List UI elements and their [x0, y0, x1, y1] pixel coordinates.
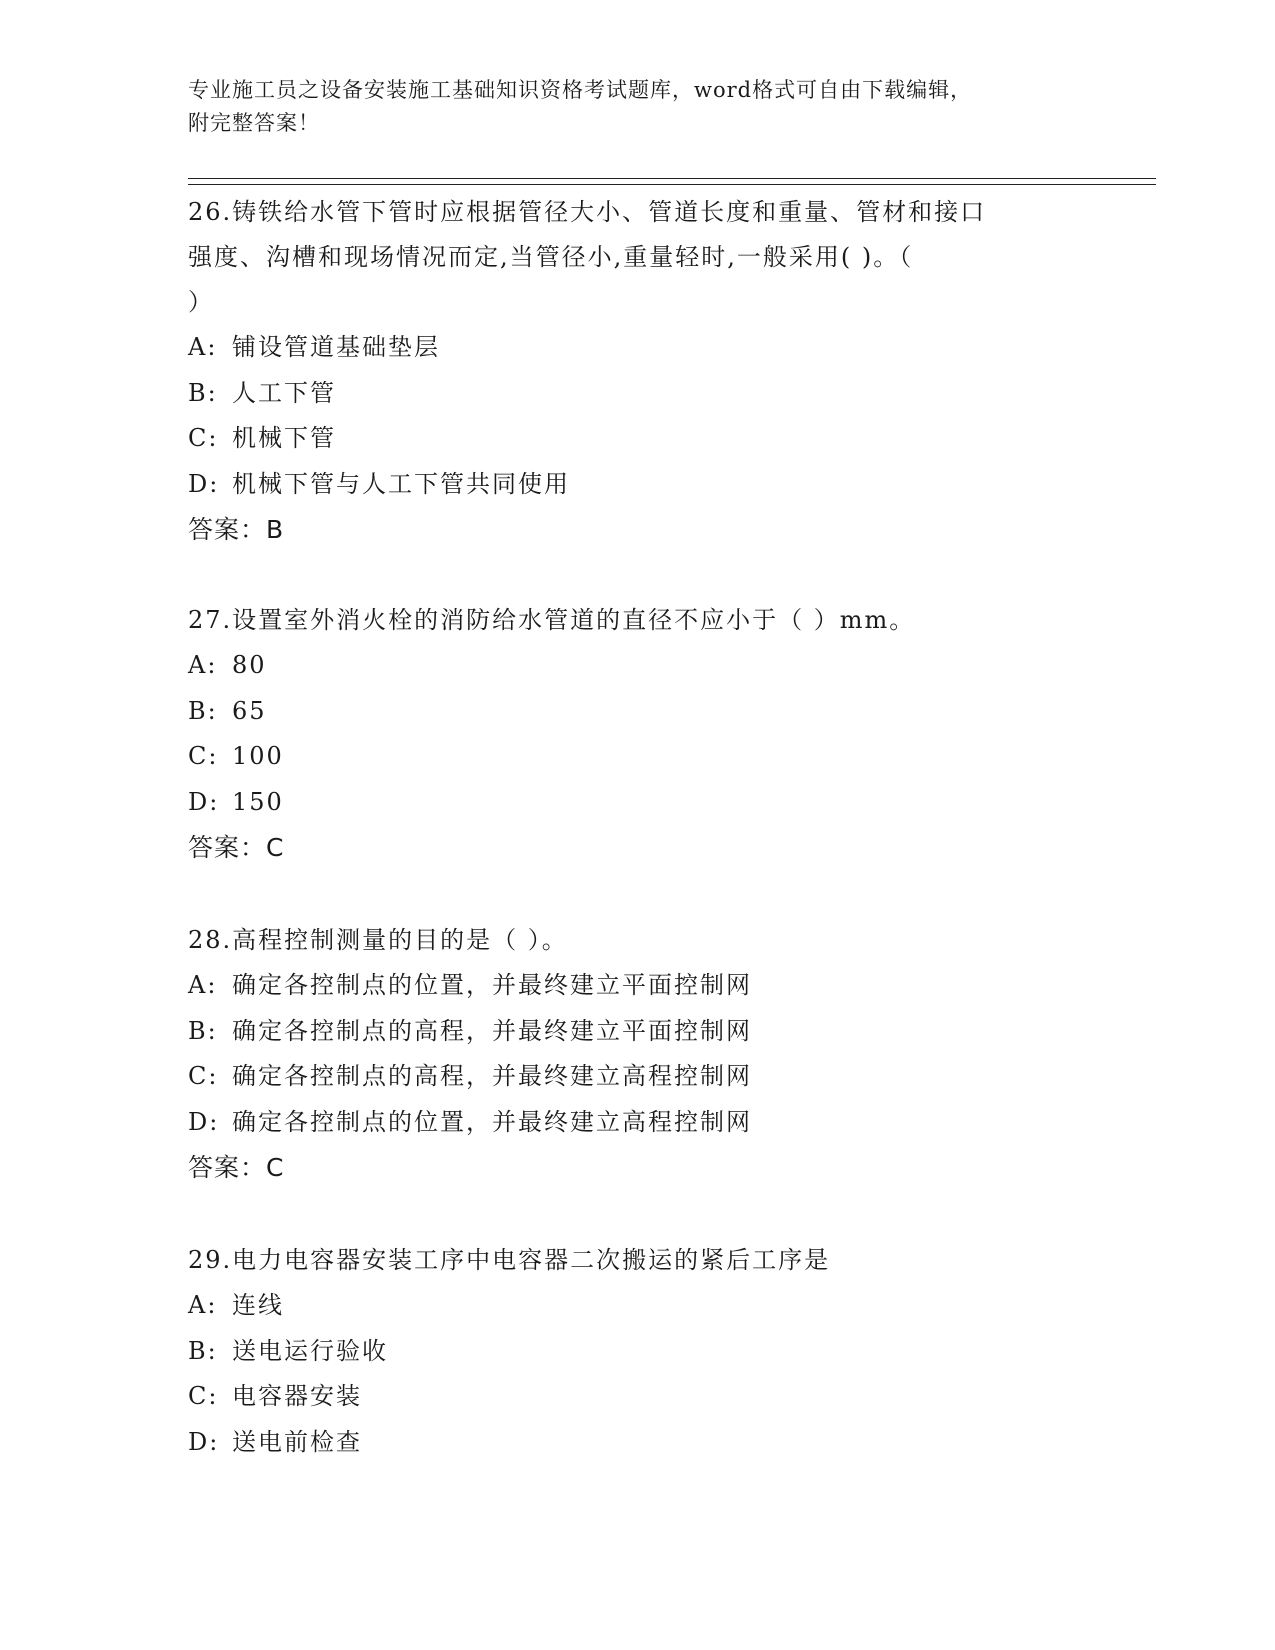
option-d [188, 1420, 1088, 1466]
question-stem-line: 29.电力电容器安装工序中电容器二次搬运的紧后工序是 [188, 1246, 831, 1274]
option-letter: A: [188, 1291, 218, 1319]
option-letter: C: [188, 424, 219, 452]
header-divider-top [188, 178, 1156, 179]
option-text: 送电前检查 [232, 1427, 362, 1456]
option-text: 电容器安装 [232, 1382, 362, 1410]
option-text: 机械下管与人工下管共同使用 [232, 469, 570, 498]
question-26 [188, 190, 1088, 552]
question-stem-line: 强度、沟槽和现场情况而定,当管径小,重量轻时,一般采用( )。（ [188, 243, 914, 271]
question-stem-line: 26.铸铁给水管下管时应根据管径大小、管道长度和重量、管材和接口 [188, 198, 987, 226]
option-letter: B: [188, 696, 218, 725]
option-text: 连线 [232, 1291, 284, 1319]
option-text: 送电运行验收 [232, 1336, 388, 1365]
option-b [188, 1329, 1088, 1375]
question-27 [188, 598, 1088, 870]
option-letter: D: [188, 469, 220, 498]
option-letter: C: [188, 1062, 219, 1090]
question-stem-line: 28.高程控制测量的目的是（ ）。 [188, 926, 568, 954]
option-a [188, 1283, 1088, 1329]
question-28 [188, 918, 1088, 1190]
option-letter: B: [188, 1016, 218, 1045]
option-letter: B: [188, 1336, 218, 1365]
option-text: 人工下管 [232, 378, 336, 407]
option-text: 确定各控制点的高程，并最终建立平面控制网 [232, 1016, 752, 1045]
option-letter: C: [188, 742, 219, 770]
document-header [188, 74, 1088, 140]
option-text: 100 [232, 742, 284, 770]
question-29 [188, 1238, 1088, 1465]
option-text: 确定各控制点的高程，并最终建立高程控制网 [232, 1062, 752, 1090]
question-stem-line: ） [188, 288, 214, 316]
option-text: 150 [232, 787, 284, 816]
header-line-1: 专业施工员之设备安装施工基础知识资格考试题库，word格式可自由下载编辑， [188, 78, 973, 102]
question-stem-line: 27.设置室外消火栓的消防给水管道的直径不应小于（ ）mm。 [188, 606, 916, 634]
option-letter: A: [188, 333, 218, 361]
option-letter: D: [188, 1107, 220, 1136]
answer-line: 答案：B [188, 515, 285, 544]
option-letter: D: [188, 787, 220, 816]
option-text: 80 [232, 651, 267, 679]
option-b [188, 371, 1088, 417]
option-a [188, 963, 1088, 1009]
option-a [188, 643, 1088, 689]
option-letter: D: [188, 1427, 220, 1456]
option-text: 机械下管 [232, 424, 336, 452]
option-text: 铺设管道基础垫层 [232, 333, 440, 361]
option-letter: A: [188, 651, 218, 679]
option-d [188, 780, 1088, 826]
option-letter: B: [188, 378, 218, 407]
option-c [188, 734, 1088, 780]
option-c [188, 416, 1088, 462]
header-divider-bottom [188, 184, 1156, 185]
option-letter: C: [188, 1382, 219, 1410]
option-c [188, 1374, 1088, 1420]
option-b [188, 1009, 1088, 1055]
header-line-2: 附完整答案！ [188, 111, 320, 135]
option-d [188, 462, 1088, 508]
answer-line: 答案：C [188, 833, 285, 862]
answer-line: 答案：C [188, 1153, 285, 1182]
option-c [188, 1054, 1088, 1100]
option-b [188, 689, 1088, 735]
option-text: 确定各控制点的位置，并最终建立高程控制网 [232, 1107, 752, 1136]
option-d [188, 1100, 1088, 1146]
option-text: 确定各控制点的位置，并最终建立平面控制网 [232, 971, 752, 999]
option-text: 65 [232, 696, 267, 725]
option-a [188, 325, 1088, 371]
option-letter: A: [188, 971, 218, 999]
